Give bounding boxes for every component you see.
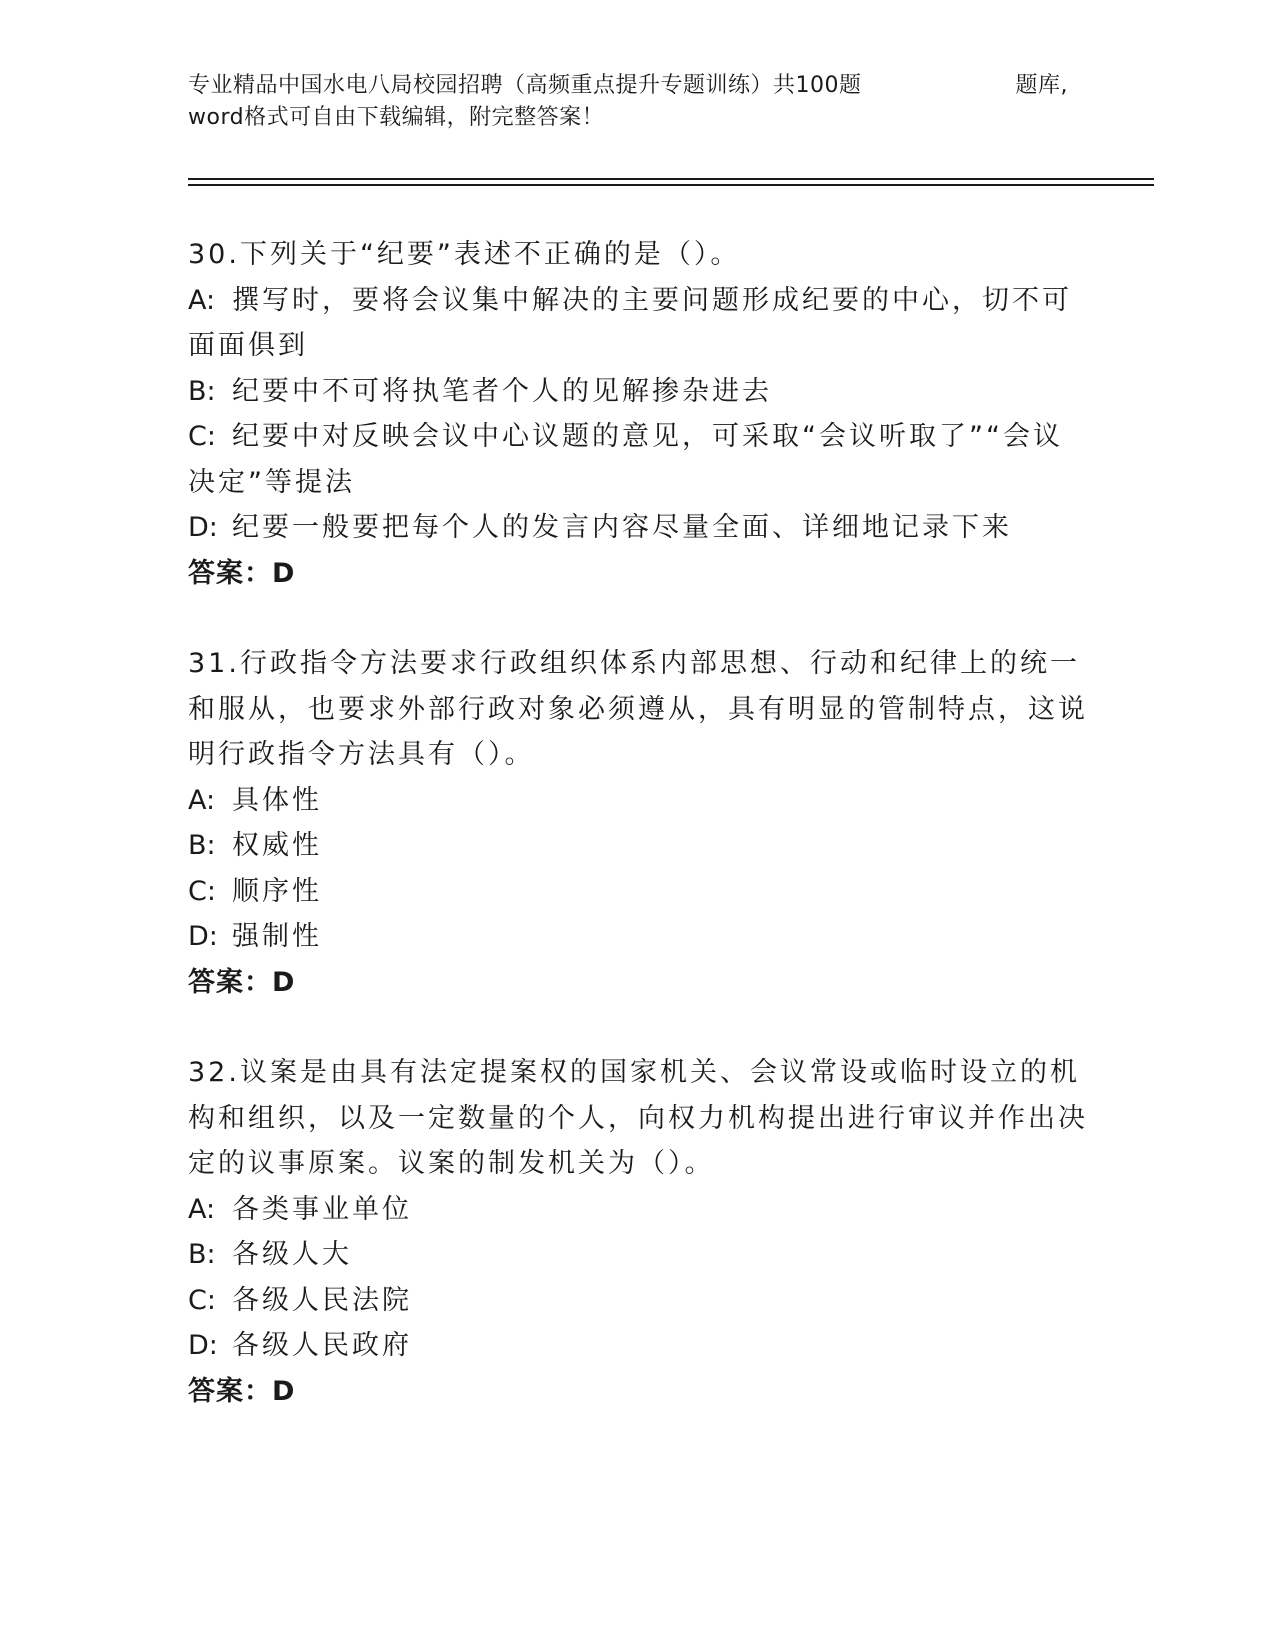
question-stem: 30.下列关于“纪要”表述不正确的是（）。 — [188, 239, 741, 270]
option-text: 纪要一般要把每个人的发言内容尽量全面、详细地记录下来 — [232, 512, 1012, 543]
option-letter: A: — [188, 1193, 216, 1225]
option-b — [188, 1232, 1088, 1278]
header-title-tail: 题库, — [1015, 73, 1068, 98]
option-text: 撰写时，要将会议集中解决的主要问题形成纪要的中心，切不可面面俱到 — [188, 284, 1072, 361]
header-rule-top — [188, 178, 1154, 180]
option-text: 具体性 — [232, 784, 322, 816]
option-letter: C: — [188, 1284, 216, 1316]
option-d — [188, 505, 1088, 551]
question-31 — [188, 641, 1088, 1005]
page-header — [188, 70, 1068, 134]
option-a — [188, 278, 1088, 369]
option-text: 纪要中对反映会议中心议题的意见，可采取“会议听取了”“会议决定”等提法 — [188, 421, 1063, 498]
answer-label: 答案：D — [188, 1375, 296, 1407]
option-c — [188, 869, 1088, 915]
option-letter: A: — [188, 784, 216, 816]
option-text: 权威性 — [232, 830, 322, 861]
option-text: 各级人民政府 — [232, 1330, 412, 1361]
option-letter: B: — [188, 830, 216, 861]
option-d — [188, 914, 1088, 960]
option-letter: D: — [188, 512, 218, 543]
option-b — [188, 369, 1088, 415]
option-letter: C: — [188, 875, 216, 907]
question-stem: 32.议案是由具有法定提案权的国家机关、会议常设或临时设立的机构和组织，以及一定数量的个人，向权力机构提出进行审议并作出决定的议事原案。议案的制发机关为（）。 — [188, 1057, 1088, 1179]
option-letter: B: — [188, 375, 216, 407]
header-title: 专业精品中国水电八局校园招聘（高频重点提升专题训练）共100题 — [188, 73, 862, 98]
option-letter: D: — [188, 1330, 218, 1361]
option-text: 各级人民法院 — [232, 1284, 412, 1316]
option-letter: D: — [188, 921, 218, 952]
option-a — [188, 1187, 1088, 1233]
header-line-1 — [188, 70, 1068, 102]
option-a — [188, 778, 1088, 824]
answer-label: 答案：D — [188, 966, 296, 998]
question-stem: 31.行政指令方法要求行政组织体系内部思想、行动和纪律上的统一和服从，也要求外部行政对象必须遵从，具有明显的管制特点，这说明行政指令方法具有（）。 — [188, 648, 1088, 770]
option-d — [188, 1323, 1088, 1369]
option-text: 强制性 — [232, 921, 322, 952]
option-c — [188, 414, 1088, 505]
option-text: 各类事业单位 — [232, 1193, 412, 1225]
header-line-2: word格式可自由下载编辑，附完整答案！ — [188, 105, 605, 130]
question-list — [188, 232, 1088, 1459]
option-text: 顺序性 — [232, 875, 322, 907]
question-32 — [188, 1050, 1088, 1414]
header-rule-bottom — [188, 184, 1154, 186]
option-text: 纪要中不可将执笔者个人的见解掺杂进去 — [232, 375, 772, 407]
option-c — [188, 1278, 1088, 1324]
option-letter: A: — [188, 284, 216, 316]
option-b — [188, 823, 1088, 869]
answer-label: 答案：D — [188, 557, 296, 589]
question-30 — [188, 232, 1088, 596]
option-letter: B: — [188, 1239, 216, 1270]
option-text: 各级人大 — [232, 1239, 352, 1270]
option-letter: C: — [188, 421, 216, 452]
